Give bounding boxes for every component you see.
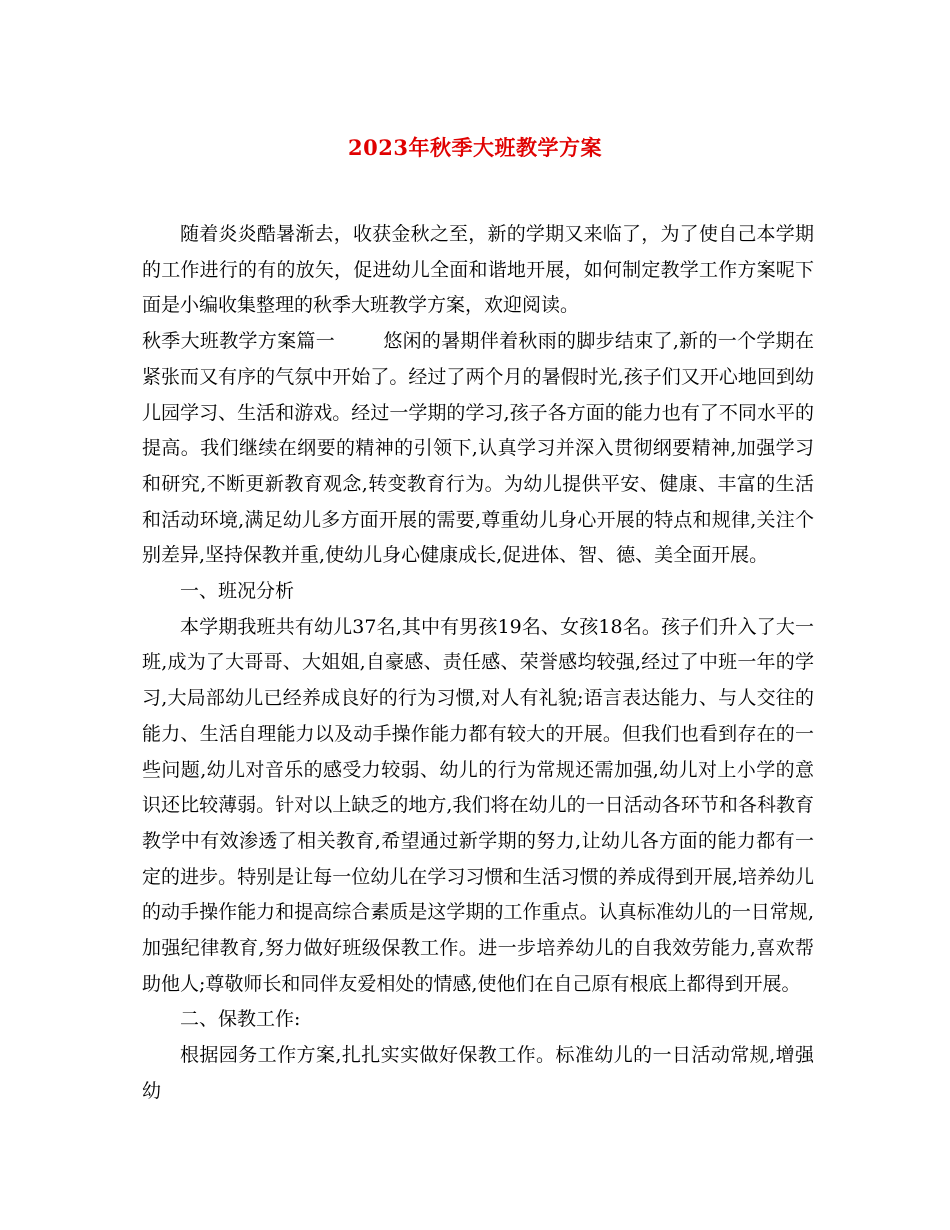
- document-body: [142, 217, 814, 1110]
- intro-paragraph: 随着炎炎酷暑渐去，收获金秋之至，新的学期又来临了，为了使自己本学期的工作进行的有的放矢，促进幼儿全面和谐地开展，如何制定教学工作方案呢下面是小编收集整理的秋季大班教学方案，欢迎阅读。: [142, 223, 814, 317]
- section2-heading: 二、保教工作:: [180, 1008, 301, 1031]
- plan1-paragraph: [142, 324, 814, 574]
- document-title: 2023年秋季大班教学方案: [348, 135, 602, 160]
- plan1-text: 悠闲的暑期伴着秋雨的脚步结束了,新的一个学期在紧张而又有序的气氛中开始了。经过了两个月的暑假时光,孩子们又开心地回到幼儿园学习、生活和游戏。经过一学期的学习,孩子各方面的能力也有了不同水平的提高。我们继续在纲要的精神的引领下,认真学习并深入贯彻纲要精神,加强学习和研究,不断更新教育观念,转变教育行为。为幼儿提供平安、健康、丰富的生活和活动环境,满足幼儿多方面开展的需要,尊重幼儿身心开展的特点和规律,关注个别差异,坚持保教并重,使幼儿身心健康成长,促进体、智、德、美全面开展。: [142, 330, 814, 567]
- plan1-heading: 秋季大班教学方案篇一: [142, 330, 336, 353]
- section1-heading: 一、班况分析: [180, 580, 295, 603]
- section1-paragraph: 本学期我班共有幼儿37名,其中有男孩19名、女孩18名。孩子们升入了大一班,成为了大哥哥、大姐姐,自豪感、责任感、荣誉感均较强,经过了中班一年的学习,大局部幼儿已经养成良好的行为习惯,对人有礼貌;语言表达能力、与人交往的能力、生活自理能力以及动手操作能力都有较大的开展。但我们也看到存在的一些问题,幼儿对音乐的感受力较弱、幼儿的行为常规还需加强,幼儿对上小学的意识还比较薄弱。针对以上缺乏的地方,我们将在幼儿的一日活动各环节和各科教育教学中有效渗透了相关教育,希望通过新学期的努力,让幼儿各方面的能力都有一定的进步。特别是让每一位幼儿在学习习惯和生活习惯的养成得到开展,培养幼儿的动手操作能力和提高综合素质是这学期的工作重点。认真标准幼儿的一日常规,加强纪律教育,努力做好班级保教工作。进一步培养幼儿的自我效劳能力,喜欢帮助他人;尊敬师长和同伴友爱相处的情感,使他们在自己原有根底上都得到开展。: [142, 615, 814, 995]
- section2-paragraph: 根据园务工作方案,扎扎实实做好保教工作。标准幼儿的一日活动常规,增强幼: [142, 1044, 814, 1102]
